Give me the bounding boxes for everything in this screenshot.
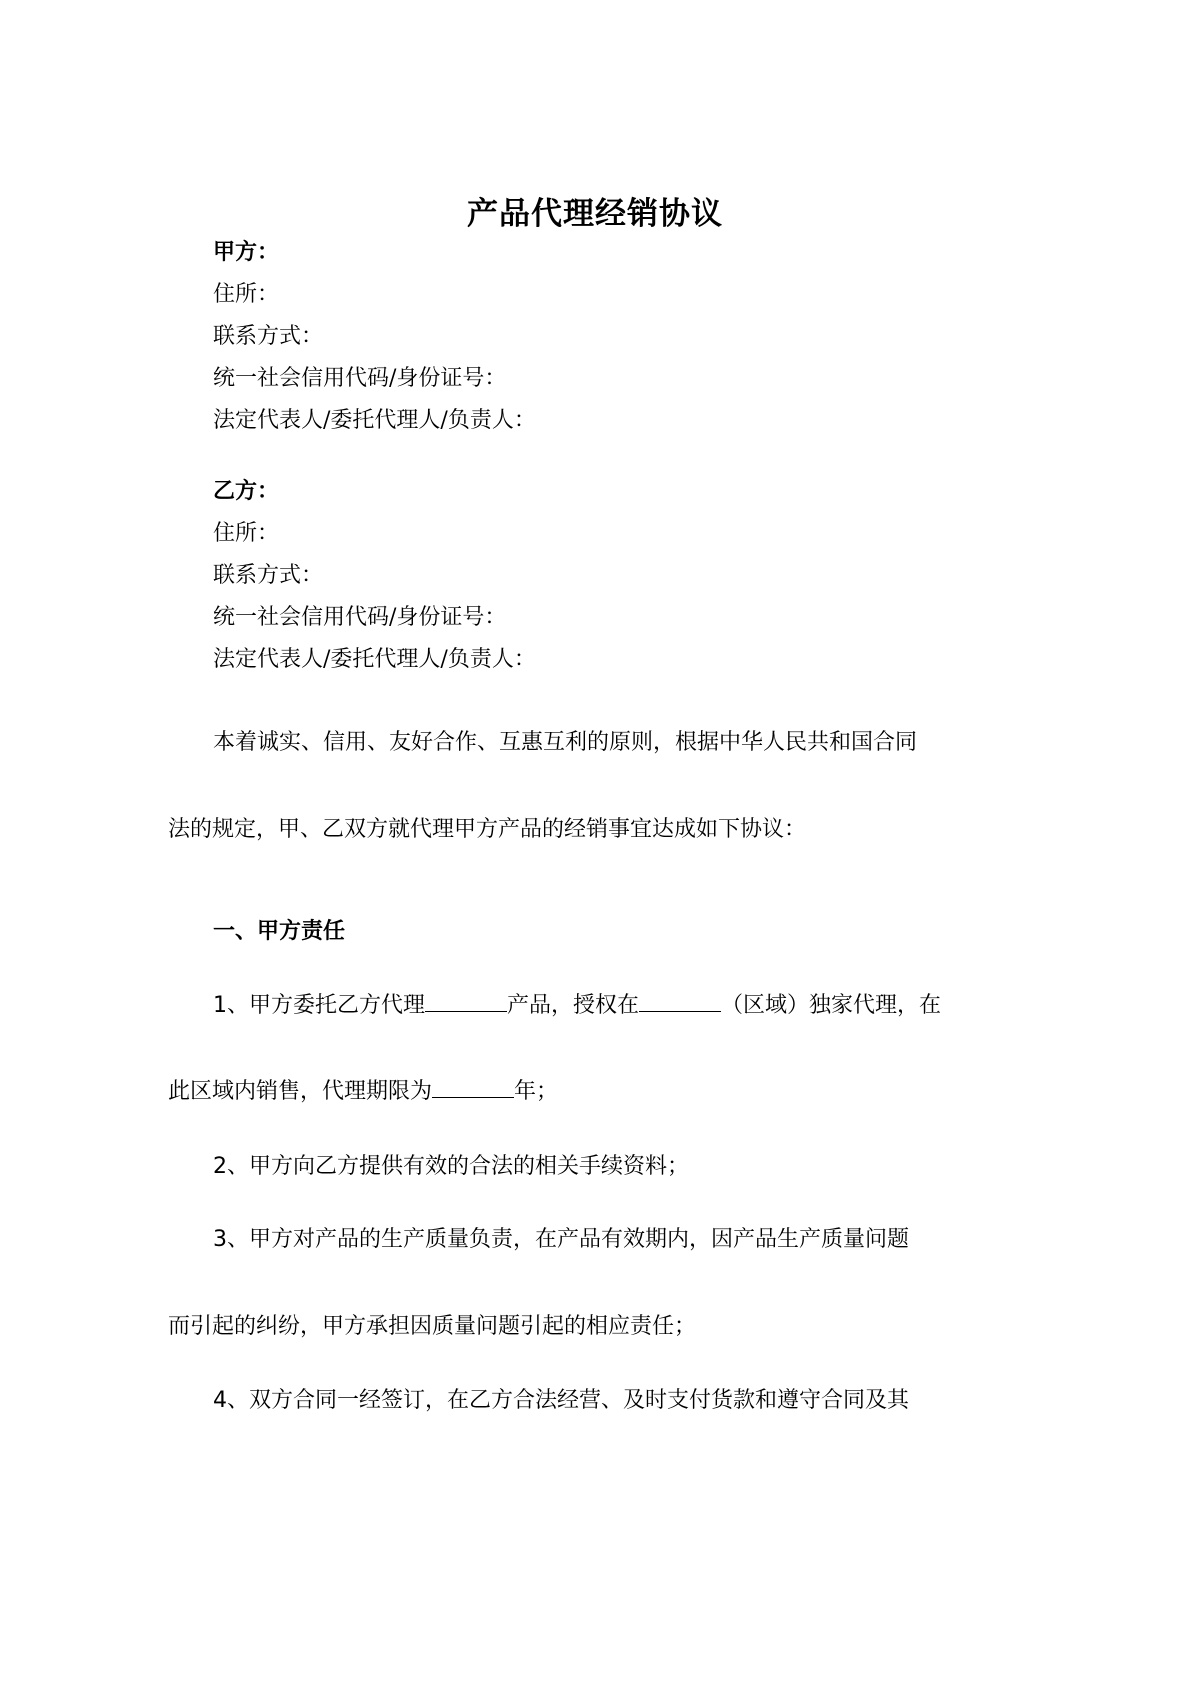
party-a-representative: 法定代表人/委托代理人/负责人： — [213, 408, 536, 433]
party-a-label: 甲方： — [213, 240, 280, 265]
party-b-representative: 法定代表人/委托代理人/负责人： — [213, 647, 536, 672]
clause-1-text-a: 1、甲方委托乙方代理 — [213, 993, 425, 1018]
term-blank — [432, 1077, 514, 1098]
party-b-label: 乙方： — [213, 479, 280, 504]
party-b-address: 住所： — [213, 521, 280, 546]
clause-2: 2、甲方向乙方提供有效的合法的相关手续资料； — [213, 1154, 689, 1179]
clause-1-text-b: 产品，授权在 — [507, 993, 640, 1018]
party-b-credit-code: 统一社会信用代码/身份证号： — [213, 605, 507, 630]
clause-1-line-2 — [168, 1074, 558, 1105]
party-a-credit-code: 统一社会信用代码/身份证号： — [213, 366, 507, 391]
clause-3-line-2: 而引起的纠纷，甲方承担因质量问题引起的相应责任； — [168, 1314, 697, 1339]
preamble-line-1: 本着诚实、信用、友好合作、互惠互利的原则，根据中华人民共和国合同 — [213, 730, 918, 755]
clause-1-text-c: （区域）独家代理，在 — [721, 993, 942, 1018]
product-blank — [425, 991, 507, 1012]
party-b-contact: 联系方式： — [213, 563, 324, 588]
clause-4-line-1: 4、双方合同一经签订，在乙方合法经营、及时支付货款和遵守合同及其 — [213, 1388, 909, 1413]
region-blank — [639, 991, 721, 1012]
section-1-heading: 一、甲方责任 — [213, 919, 346, 944]
clause-1-text-d: 此区域内销售，代理期限为 — [168, 1079, 433, 1104]
preamble-line-2: 法的规定，甲、乙双方就代理甲方产品的经销事宜达成如下协议： — [168, 817, 807, 842]
clause-1-text-e: 年； — [514, 1079, 559, 1104]
clause-1-line-1 — [213, 988, 941, 1019]
document-title: 产品代理经销协议 — [467, 196, 723, 232]
party-a-contact: 联系方式： — [213, 324, 324, 349]
clause-3-line-1: 3、甲方对产品的生产质量负责，在产品有效期内，因产品生产质量问题 — [213, 1227, 909, 1252]
party-a-address: 住所： — [213, 282, 280, 307]
